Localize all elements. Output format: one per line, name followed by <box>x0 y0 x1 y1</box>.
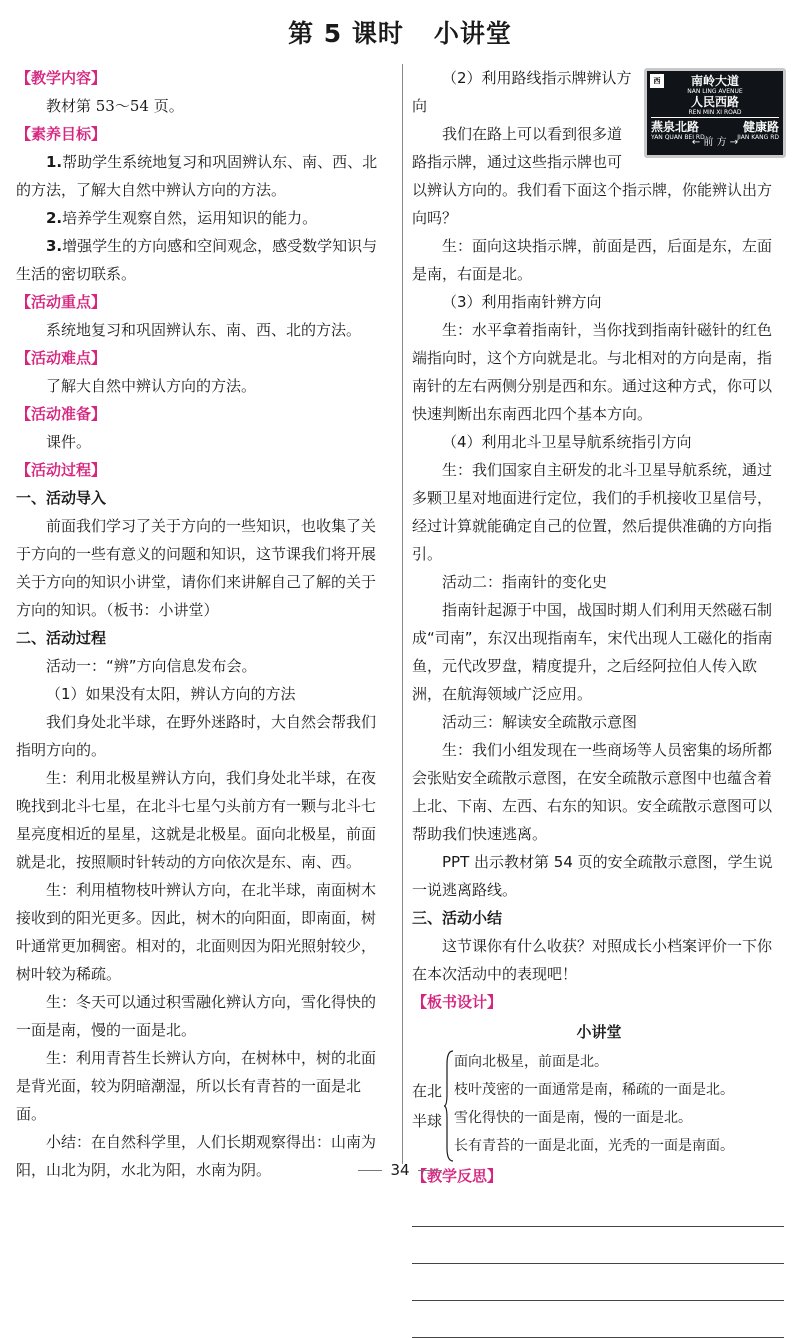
board-design-tag: 【板书设计】 <box>412 993 503 1011</box>
page-number-dash <box>358 1170 382 1171</box>
board-line: 面向北极星，前面是北。 <box>454 1054 608 1070</box>
goal-1-text: 帮助学生系统地复习和巩固辨认东、南、西、北的方法，了解大自然中辨认方向的方法。 <box>16 153 378 199</box>
method-2-answer: 生：面向这块指示牌，前面是西，后面是东，左面是南，右面是北。 <box>412 237 773 283</box>
sign-road-2: 人民西路 <box>690 95 739 109</box>
left-column <box>16 64 390 1184</box>
activity-3-answer: 生：我们小组发现在一些商场等人员密集的场所都会张贴安全疏散示意图，在安全疏散示意图中也蕴含着上北、下南、左西、右东的知识。安全疏散示意图可以帮助我们快速逃离。 <box>412 741 773 843</box>
prep-tag: 【活动准备】 <box>16 405 107 423</box>
method-2-paragraph: 我们在路上可以看到很多道路指示牌，通过这些指示牌也可以辨认方向的。我们看下面这个指示牌，你能辨认出方向吗？ <box>412 125 773 227</box>
writing-line <box>412 1263 784 1264</box>
method-3-heading: （3）利用指南针辨方向 <box>442 293 602 311</box>
focus-tag: 【活动重点】 <box>16 293 107 311</box>
page-number-value: 34 <box>390 1161 410 1179</box>
board-line: 枝叶茂密的一面通常是南，稀疏的一面是北。 <box>454 1082 734 1098</box>
page-number-dash <box>418 1170 442 1171</box>
goal-3-number: 3. <box>46 237 63 255</box>
board-lines <box>454 1048 734 1160</box>
board-title: 小讲堂 <box>576 1023 622 1041</box>
content-tag: 【教学内容】 <box>16 69 107 87</box>
sign-road-1-pinyin: NAN LING AVENUE <box>687 88 743 95</box>
sign-road-2-pinyin: REN MIN XI ROAD <box>688 109 742 116</box>
section-2-heading: 二、活动过程 <box>16 629 107 647</box>
goal-3-text: 增强学生的方向感和空间观念，感受数学知识与生活的密切联系。 <box>16 237 378 283</box>
goals-tag: 【素养目标】 <box>16 125 107 143</box>
sign-arrow-icon: ← 前 方 → <box>691 137 739 148</box>
lesson-title: 小讲堂 <box>433 19 512 48</box>
activity-1-title: 活动一：“辨”方向信息发布会。 <box>46 657 257 675</box>
section-3-paragraph: 这节课你有什么收获？对照成长小档案评价一下你在本次活动中的表现吧！ <box>412 937 773 983</box>
sign-road-4: 健康路 <box>742 120 779 134</box>
section-1-heading: 一、活动导入 <box>16 489 107 507</box>
reflection-tag: 【教学反思】 <box>412 1167 503 1185</box>
column-divider <box>402 64 403 1164</box>
brace-icon <box>444 1050 454 1162</box>
page-number <box>0 1161 800 1179</box>
prep-text: 课件。 <box>46 433 92 451</box>
method-3-answer: 生：水平拿着指南针，当你找到指南针磁针的红色端指向时，这个方向就是北。与北相对的方向是南，指南针的左右两侧分别是西和东。通过这种方式，你可以快速判断出东南西北四个基本方向。 <box>412 321 773 423</box>
writing-line <box>412 1226 784 1227</box>
sign-road-3-pinyin: YAN QUAN BEI RD <box>651 134 705 141</box>
section-3-heading: 三、活动小结 <box>412 909 503 927</box>
sign-divider <box>651 117 779 118</box>
lesson-number: 第 5 课时 <box>288 19 404 48</box>
board-design <box>412 1048 786 1162</box>
process-tag: 【活动过程】 <box>16 461 107 479</box>
sign-road-4-pinyin: JIAN KANG RD <box>737 134 779 141</box>
method-2-heading: （2）利用路线指示牌辨认方向 <box>412 69 632 115</box>
activity-2-paragraph: 指南针起源于中国，战国时期人们利用天然磁石制成“司南”，东汉出现指南车，宋代出现人工磁化的指南鱼，元代改罗盘，精度提升，之后经阿拉伯人传入欧洲，在航海领域广泛应用。 <box>412 601 773 703</box>
goal-1-number: 1. <box>46 153 63 171</box>
goal-3 <box>16 232 390 288</box>
method-1-paragraph: 我们身处北半球，在野外迷路时，大自然会帮我们指明方向的。 <box>16 713 377 759</box>
right-column <box>412 64 786 1338</box>
content-text: 教材第 53～54 页。 <box>46 97 184 115</box>
tree-answer: 生：利用植物枝叶辨认方向，在北半球，南面树木接收到的阳光更多。因此，树木的向阳面，即南面，树叶通常更加稠密。相对的，北面则因为阳光照射较少，树叶较为稀疏。 <box>16 881 377 983</box>
summary-paragraph: 小结：在自然科学里，人们长期观察得出：山南为阳，山北为阴，水北为阳，水南为阴。 <box>16 1133 377 1179</box>
difficulty-text: 了解大自然中辨认方向的方法。 <box>46 377 257 395</box>
polaris-answer: 生：利用北极星辨认方向，我们身处北半球，在夜晚找到北斗七星，在北斗七星勺头前方有一颗与北斗七星亮度相近的星星，这就是北极星。面向北极星，前面就是北，按照顺时针转动的方向依次是东、南、西。 <box>16 769 377 871</box>
intro-paragraph: 前面我们学习了关于方向的一些知识，也收集了关于方向的一些有意义的问题和知识，这节课我们将开展关于方向的知识小讲堂，请你们来讲解自己了解的关于方向的知识。（板书：小讲堂） <box>16 517 377 619</box>
sign-road-3: 燕泉北路 <box>651 120 700 134</box>
activity-2-title: 活动二：指南针的变化史 <box>442 573 608 591</box>
sign-logo: 西 <box>650 74 664 88</box>
board-side-label: 在北半球 <box>412 1082 443 1130</box>
ppt-paragraph: PPT 出示教材第 54 页的安全疏散示意图，学生说一说逃离路线。 <box>412 853 773 899</box>
method-4-heading: （4）利用北斗卫星导航系统指引方向 <box>442 433 692 451</box>
goal-2 <box>16 204 390 232</box>
goal-2-text: 培养学生观察自然，运用知识的能力。 <box>62 209 318 227</box>
goal-2-number: 2. <box>46 209 63 227</box>
writing-line <box>412 1300 784 1301</box>
difficulty-tag: 【活动难点】 <box>16 349 107 367</box>
board-line: 长有青苔的一面是北面，光秃的一面是南面。 <box>454 1138 734 1154</box>
board-line: 雪化得快的一面是南，慢的一面是北。 <box>454 1110 692 1126</box>
snow-answer: 生：冬天可以通过积雪融化辨认方向，雪化得快的一面是南，慢的一面是北。 <box>16 993 377 1039</box>
moss-answer: 生：利用青苔生长辨认方向，在树林中，树的北面是背光面，较为阴暗潮湿，所以长有青苔的一面是北面。 <box>16 1049 377 1123</box>
method-1-heading: （1）如果没有太阳，辨认方向的方法 <box>46 685 296 703</box>
page-title <box>0 14 800 50</box>
road-sign-image <box>644 68 786 158</box>
activity-3-title: 活动三：解读安全疏散示意图 <box>442 713 638 731</box>
goal-1 <box>16 148 390 204</box>
focus-text: 系统地复习和巩固辨认东、南、西、北的方法。 <box>46 321 362 339</box>
method-4-answer: 生：我们国家自主研发的北斗卫星导航系统，通过多颗卫星对地面进行定位，我们的手机接收卫星信号，经过计算就能确定自己的位置，然后提供准确的方向指引。 <box>412 461 773 563</box>
sign-road-1: 南岭大道 <box>690 74 739 88</box>
